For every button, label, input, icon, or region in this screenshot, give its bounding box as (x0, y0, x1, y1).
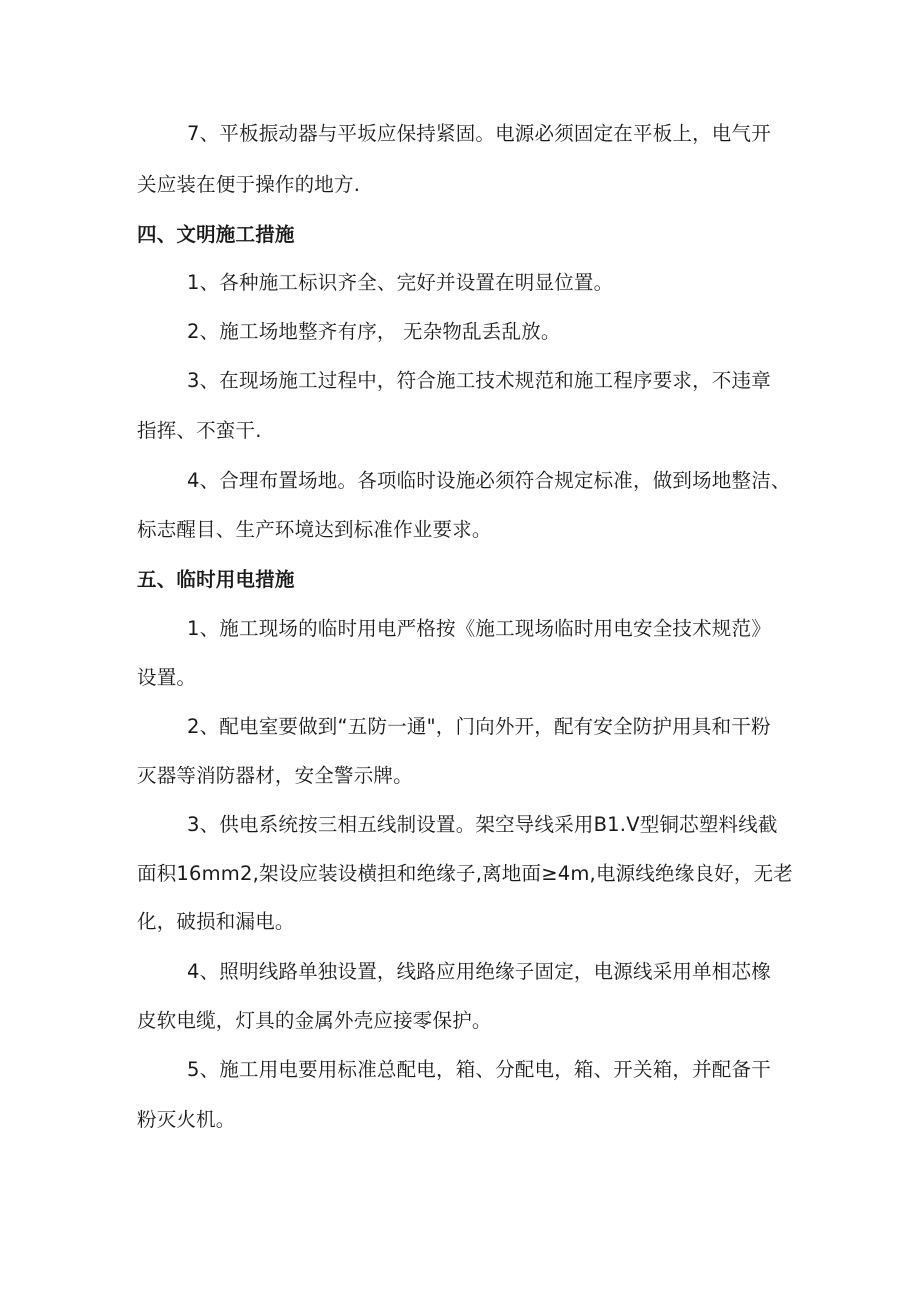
section5-item1-line2: 设置。 (137, 666, 197, 689)
item7-line2: 关应装在便于操作的地方. (137, 173, 361, 196)
section4-heading: 四、文明施工措施 (137, 223, 295, 246)
section5-heading: 五、临时用电措施 (137, 568, 295, 591)
section4-item1: 1、各种施工标识齐全、完好并设置在明显位置。 (187, 271, 614, 294)
section4-item3-line2: 指挥、不蛮干. (137, 419, 262, 442)
section5-item1-line1: 1、施工现场的临时用电严格按《施工现场临时用电安全技术规范》 (187, 617, 771, 640)
section4-item4-line1: 4、合理布置场地。各项临时设施必须符合规定标准，做到场地整洁、 (187, 469, 791, 492)
section5-item2-line2: 灭器等消防器材，安全警示牌。 (137, 764, 413, 787)
item7-line1: 7、平板振动器与平坂应保持紧固。电源必须固定在平板上，电气开 (187, 122, 771, 145)
section5-item3-line2: 面积16mm2,架设应装设横担和绝缘子,离地面≥4m,电源线绝缘良好，无老 (137, 862, 793, 885)
section4-item4-line2: 标志醒目、生产环境达到标准作业要求。 (137, 518, 492, 541)
section5-item3-line3: 化，破损和漏电。 (137, 910, 295, 933)
section5-item5-line1: 5、施工用电要用标准总配电，箱、分配电，箱、开关箱，并配备干 (187, 1058, 771, 1081)
section5-item4-line2: 皮软电缆，灯具的金属外壳应接零保护。 (137, 1009, 492, 1032)
section5-item4-line1: 4、照明线路单独设置，线路应用绝缘子固定，电源线采用单相芯橡 (187, 960, 771, 983)
section5-item2-line1: 2、配电室要做到“五防一通"，门向外开，配有安全防护用具和干粉 (187, 715, 771, 738)
section5-item3-line1: 3、供电系统按三相五线制设置。架空导线采用B1.V型铜芯塑料线截 (187, 813, 778, 836)
section5-item5-line2: 粉灭火机。 (137, 1108, 236, 1131)
section4-item3-line1: 3、在现场施工过程中，符合施工技术规范和施工程序要求，不违章 (187, 369, 771, 392)
section4-item2: 2、施工场地整齐有序， 无杂物乱丢乱放。 (187, 320, 561, 343)
